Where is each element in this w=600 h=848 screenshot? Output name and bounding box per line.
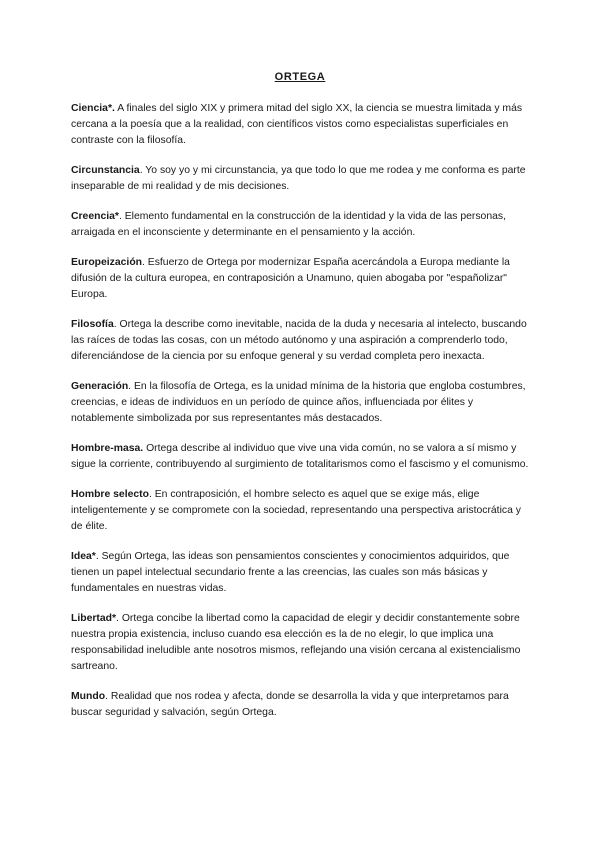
glossary-entry — [71, 101, 533, 149]
entry-definition: . Ortega la describe como inevitable, nacida de la duda y necesaria al intelecto, buscando las raíces de todas las cosas, con un método autónomo y una aspiración a comprenderlo todo, diferenciándose de la ciencia por su enfoque general y su verdad completa pero inexacta. — [71, 319, 527, 362]
page-title: ORTEGA — [274, 71, 326, 83]
entry-definition: A finales del siglo XIX y primera mitad del siglo XX, la ciencia se muestra limitada y más cercana a la poesía que a la realidad, con científicos vistos como especialistas superficiales en contraste con la filosofía. — [71, 103, 523, 146]
entry-term: Libertad* — [71, 613, 117, 624]
entry-definition: . En la filosofía de Ortega, es la unidad mínima de la historia que engloba costumbres, creencias, e ideas de individuos en un período de quince años, influenciada por élites y notablemente simbolizada por sus representantes más destacados. — [71, 381, 526, 424]
entry-definition: . Realidad que nos rodea y afecta, donde se desarrolla la vida y que interpretamos para buscar seguridad y salvación, según Ortega. — [71, 691, 509, 718]
glossary-entry — [71, 379, 533, 427]
entry-definition: . Ortega concibe la libertad como la capacidad de elegir y decidir constantemente sobre nuestra propia existencia, incluso cuando esa elección es la de no elegir, lo que implica una responsabilidad ineludible ante nosotros mismos, reflejando una visión cercana al existencialismo sartreano. — [71, 613, 521, 672]
entry-definition: . Yo soy yo y mi circunstancia, ya que todo lo que me rodea y me conforma es parte inseparable de mi realidad y de mis decisiones. — [71, 165, 526, 192]
entry-term: Ciencia*. — [71, 103, 115, 114]
glossary-entry — [71, 255, 533, 303]
entry-term: Generación — [71, 381, 129, 392]
glossary-entry — [71, 209, 533, 241]
entry-term: Hombre-masa. — [71, 443, 144, 454]
glossary-entry — [71, 441, 533, 473]
entry-definition: . Esfuerzo de Ortega por modernizar España acercándola a Europa mediante la difusión de la cultura europea, en contraposición a Unamuno, quien abogaba por "españolizar" Europa. — [71, 257, 510, 300]
entry-definition: Ortega describe al individuo que vive una vida común, no se valora a sí mismo y sigue la corriente, contribuyendo al surgimiento de totalitarismos como el fascismo y el comunismo. — [71, 443, 529, 470]
entry-term: Hombre selecto — [71, 489, 149, 500]
entry-definition: . Según Ortega, las ideas son pensamientos conscientes y conocimientos adquiridos, que tienen un papel intelectual secundario frente a las creencias, las cuales son más básicas y fundamentales en nuestras vidas. — [71, 551, 510, 594]
glossary-entry — [71, 549, 533, 597]
glossary-list — [71, 101, 533, 735]
entry-term: Circunstancia — [71, 165, 140, 176]
entry-term: Mundo — [71, 691, 106, 702]
entry-term: Filosofía — [71, 319, 114, 330]
glossary-entry — [71, 611, 533, 675]
entry-term: Europeización — [71, 257, 143, 268]
entry-term: Creencia* — [71, 211, 119, 222]
entry-definition: . En contraposición, el hombre selecto es aquel que se exige más, elige inteligentemente y se compromete con la sociedad, representando una perspectiva aristocrática y de élite. — [71, 489, 521, 532]
glossary-entry — [71, 163, 533, 195]
entry-term: Idea* — [71, 551, 96, 562]
glossary-entry — [71, 689, 533, 721]
glossary-entry — [71, 317, 533, 365]
entry-definition: . Elemento fundamental en la construcción de la identidad y la vida de las personas, arraigada en el inconsciente y determinante en el pensamiento y la acción. — [71, 211, 506, 238]
glossary-entry — [71, 487, 533, 535]
